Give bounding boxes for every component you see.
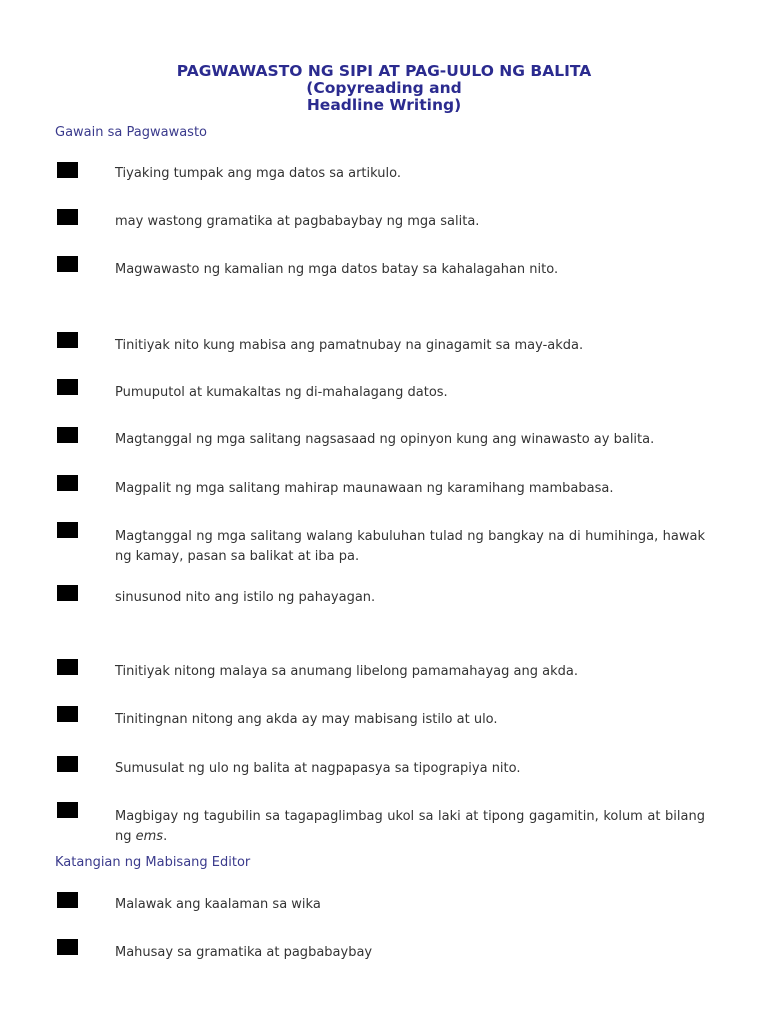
square-bullet-icon xyxy=(57,802,78,818)
ems-term: ems xyxy=(135,829,164,844)
document-title xyxy=(0,63,768,114)
square-bullet-icon xyxy=(57,427,78,443)
title-line-3: Headline Writing) xyxy=(306,96,462,114)
square-bullet-icon xyxy=(57,756,78,772)
square-bullet-icon xyxy=(57,522,78,538)
list-item-text: Mahusay sa gramatika at pagbabaybay xyxy=(115,945,373,960)
square-bullet-icon xyxy=(57,892,78,908)
list-item-text: Sumusulat ng ulo ng balita at nagpapasya sa tipograpiya nito. xyxy=(115,761,521,776)
square-bullet-icon xyxy=(57,209,78,225)
section-heading-katangian: Katangian ng Mabisang Editor xyxy=(55,855,251,870)
list-item-text: Magwawasto ng kamalian ng mga datos batay sa kahalagahan nito. xyxy=(115,262,559,277)
section-heading-gawain: Gawain sa Pagwawasto xyxy=(55,125,207,140)
list-item-text: Magtanggal ng mga salitang nagsasaad ng opinyon kung ang winawasto ay balita. xyxy=(115,432,655,447)
list-item-text: Tinitiyak nito kung mabisa ang pamatnubay na ginagamit sa may-akda. xyxy=(115,338,584,353)
list-item-text: Malawak ang kaalaman sa wika xyxy=(115,897,321,912)
list-item-text-end: . xyxy=(163,829,168,844)
square-bullet-icon xyxy=(57,706,78,722)
square-bullet-icon xyxy=(57,585,78,601)
list-item-text: Magtanggal ng mga salitang walang kabuluhan tulad ng bangkay na di humihinga, hawak ng kamay, pasan sa balikat at iba pa. xyxy=(115,529,705,564)
list-item-text: Tiyaking tumpak ang mga datos sa artikulo. xyxy=(115,166,401,181)
square-bullet-icon xyxy=(57,939,78,955)
list-item-text: may wastong gramatika at pagbabaybay ng mga salita. xyxy=(115,214,480,229)
square-bullet-icon xyxy=(57,475,78,491)
list-item-text: sinusunod nito ang istilo ng pahayagan. xyxy=(115,590,376,605)
title-line-2: (Copyreading and xyxy=(306,79,462,97)
list-item-text xyxy=(115,807,705,847)
list-item-text: Tinitingnan nitong ang akda ay may mabisang istilo at ulo. xyxy=(115,712,498,727)
list-item-text: Tinitiyak nitong malaya sa anumang libelong pamamahayag ang akda. xyxy=(115,664,578,679)
title-line-1: PAGWAWASTO NG SIPI AT PAG-UULO NG BALITA xyxy=(176,62,592,80)
list-item-text: Magpalit ng mga salitang mahirap maunawaan ng karamihang mambabasa. xyxy=(115,481,614,496)
square-bullet-icon xyxy=(57,659,78,675)
square-bullet-icon xyxy=(57,332,78,348)
square-bullet-icon xyxy=(57,379,78,395)
list-item-text-main: Magbigay ng tagubilin sa tagapaglimbag ukol sa laki at tipong gagamitin, kolum at bilang ng xyxy=(115,809,705,844)
square-bullet-icon xyxy=(57,256,78,272)
list-item-text: Pumuputol at kumakaltas ng di-mahalagang datos. xyxy=(115,385,448,400)
square-bullet-icon xyxy=(57,162,78,178)
